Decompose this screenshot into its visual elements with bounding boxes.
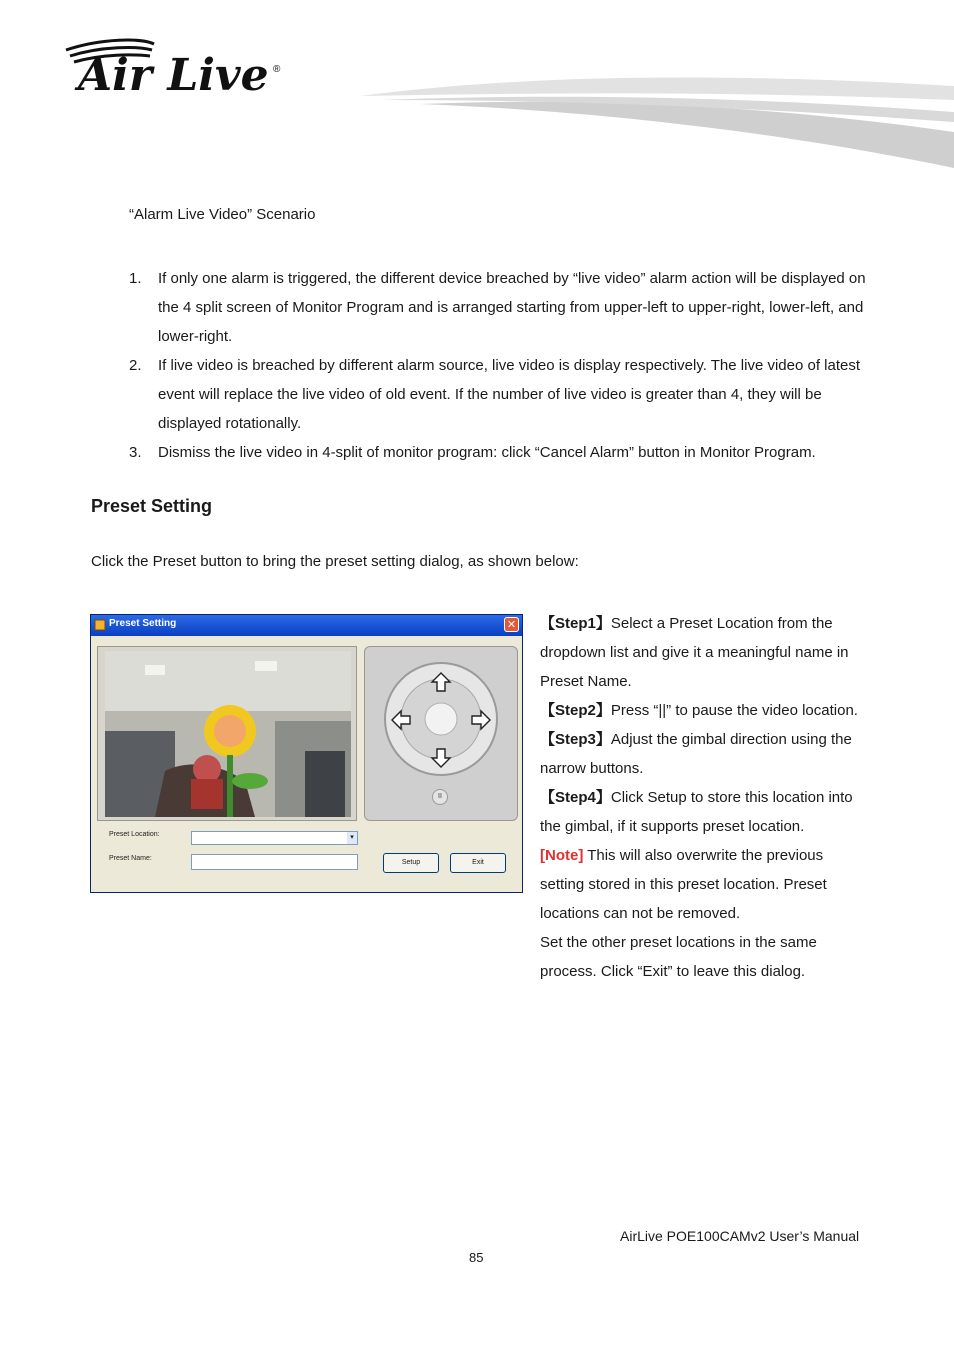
arrow-down-icon[interactable]	[430, 747, 452, 769]
dialog-titlebar	[91, 615, 522, 636]
manual-title: AirLive POE100CAMv2 User’s Manual	[620, 1228, 860, 1244]
preset-location-dropdown[interactable]	[191, 831, 358, 845]
arrow-up-icon[interactable]	[430, 671, 452, 693]
airlive-logo: Air Live	[78, 50, 269, 101]
pause-icon: II	[438, 793, 442, 800]
preset-name-input[interactable]	[191, 854, 358, 870]
preset-name-label: Preset Name:	[109, 855, 152, 862]
scenario-list	[129, 264, 869, 467]
step3: 【Step3】Adjust the gimbal direction using the narrow buttons.	[540, 731, 852, 777]
dialog-title: Preset Setting	[109, 618, 177, 629]
preset-location-label: Preset Location:	[109, 831, 160, 838]
app-icon	[94, 619, 106, 631]
step1: 【Step1】Select a Preset Location from the dropdown list and give it a meaningful name in Preset Name.	[540, 615, 849, 690]
intro-text: Click the Preset button to bring the preset setting dialog, as shown below:	[91, 553, 579, 570]
page-number: 85	[469, 1250, 484, 1265]
video-preview	[97, 646, 357, 821]
note: [Note] This will also overwrite the previous setting stored in this preset location. Preset locations can not be removed.	[540, 847, 827, 922]
exit-button[interactable]: Exit	[450, 853, 506, 873]
list-item: 3. Dismiss the live video in 4-split of monitor program: click “Cancel Alarm” button in Monitor Program.	[129, 444, 816, 461]
camera-feed-image	[105, 651, 351, 817]
closing-text: Set the other preset locations in the same process. Click “Exit” to leave this dialog.	[540, 934, 817, 980]
setup-button[interactable]: Setup	[383, 853, 439, 873]
arrow-right-icon[interactable]	[470, 709, 492, 731]
ptz-control-panel	[364, 646, 518, 821]
scenario-title: “Alarm Live Video” Scenario	[129, 206, 316, 223]
step4: 【Step4】Click Setup to store this location into the gimbal, if it supports preset location.	[540, 789, 853, 835]
pause-button[interactable]	[432, 789, 448, 805]
list-item: 2. If live video is breached by different alarm source, live video is display respectively. The live video of latest event will replace the live video of old event. If the number of live video is greater than 4, they will be displayed rotationally.	[129, 357, 861, 432]
chevron-down-icon[interactable]: ▾	[347, 832, 357, 844]
section-title: Preset Setting	[91, 496, 213, 516]
close-button[interactable]: ✕	[504, 617, 519, 632]
list-item: 1. If only one alarm is triggered, the different device breached by “live video” alarm action will be displayed on the 4 split screen of Monitor Program and is arranged starting from upper-left to upper-right, lower-left, and lower-right.	[129, 270, 866, 345]
step2: 【Step2】Press “||” to pause the video location.	[540, 702, 858, 719]
registered-mark: ®	[273, 64, 281, 75]
preset-setting-dialog	[90, 614, 523, 893]
arrow-left-icon[interactable]	[390, 709, 412, 731]
steps-instructions	[540, 609, 870, 986]
